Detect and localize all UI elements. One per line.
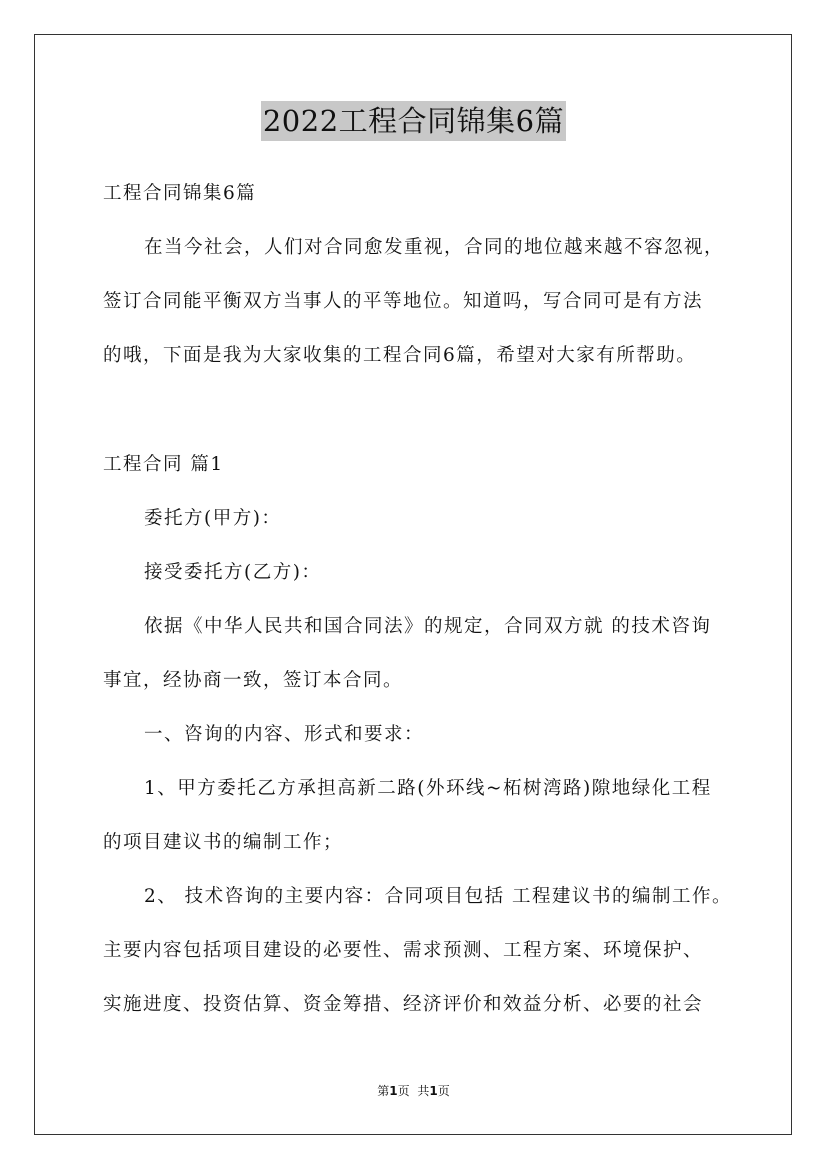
doc-line-client: 委托方(甲方)： — [144, 508, 282, 529]
page-footer — [0, 1083, 827, 1099]
doc-line-item2-3: 实施进度、投资估算、资金筹措、经济评价和效益分析、必要的社会 — [103, 994, 704, 1015]
doc-line-intro-3: 的哦，下面是我为大家收集的工程合同6篇，希望对大家有所帮助。 — [103, 345, 697, 366]
doc-line-item1-1: 1、甲方委托乙方承担高新二路(外环线~柘树湾路)隙地绿化工程 — [144, 778, 712, 799]
doc-line-intro-1: 在当今社会，人们对合同愈发重视，合同的地位越来越不容忽视， — [144, 237, 725, 258]
doc-line-clause-heading: 一、咨询的内容、形式和要求： — [144, 724, 425, 745]
footer-page-prefix: 第 — [377, 1084, 390, 1098]
doc-line-basis-1: 依据《中华人民共和国合同法》的规定，合同双方就 的技术咨询 — [144, 616, 712, 637]
doc-line-item1-2: 的项目建议书的编制工作； — [103, 832, 344, 853]
document-title: 2022工程合同锦集6篇 — [261, 101, 566, 141]
footer-total-prefix: 共 — [417, 1084, 430, 1098]
doc-line-subtitle: 工程合同锦集6篇 — [103, 183, 257, 204]
footer-page-number: 1 — [389, 1084, 398, 1098]
doc-line-contractor: 接受委托方(乙方)： — [144, 562, 322, 583]
footer-total-suffix: 页 — [437, 1084, 450, 1098]
doc-line-item2-1: 2、 技术咨询的主要内容：合同项目包括 工程建议书的编制工作。 — [144, 886, 733, 907]
doc-line-basis-2: 事宜，经协商一致，签订本合同。 — [103, 670, 404, 691]
footer-page-suffix: 页 — [397, 1084, 410, 1098]
title-container — [0, 101, 827, 141]
doc-line-intro-2: 签订合同能平衡双方当事人的平等地位。知道吗，写合同可是有方法 — [103, 291, 704, 312]
footer-total-number: 1 — [429, 1084, 438, 1098]
doc-line-item2-2: 主要内容包括项目建设的必要性、需求预测、工程方案、环境保护、 — [103, 940, 704, 961]
doc-line-section-heading: 工程合同 篇1 — [103, 454, 224, 475]
